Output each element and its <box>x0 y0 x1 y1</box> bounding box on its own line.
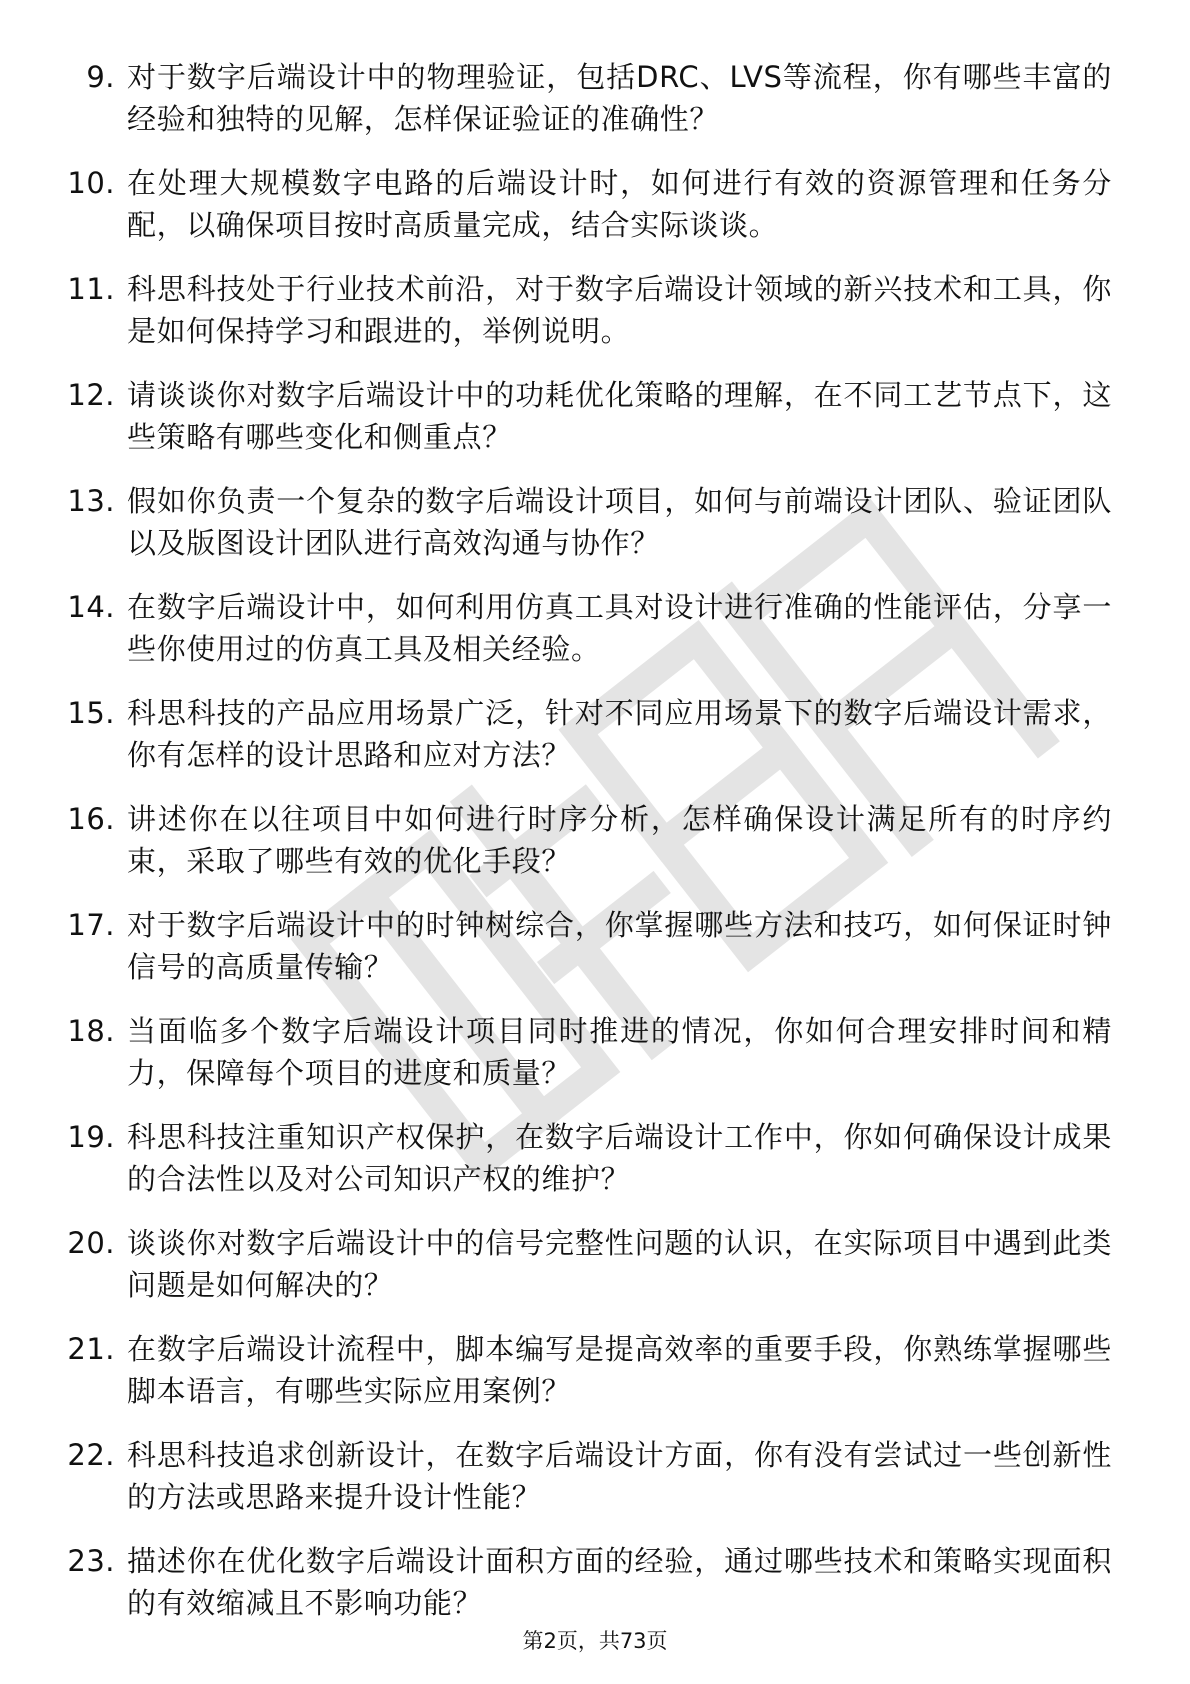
list-item <box>55 162 1115 268</box>
list-item <box>55 1116 1115 1222</box>
question-text: 科思科技追求创新设计，在数字后端设计方面，你有没有尝试过一些创新性的方法或思路来提升设计性能？ <box>127 1438 1112 1514</box>
question-text: 描述你在优化数字后端设计面积方面的经验，通过哪些技术和策略实现面积的有效缩减且不影响功能？ <box>127 1544 1112 1620</box>
question-text: 在数字后端设计中，如何利用仿真工具对设计进行准确的性能评估，分享一些你使用过的仿真工具及相关经验。 <box>127 590 1112 666</box>
list-item <box>55 904 1115 1010</box>
question-text: 对于数字后端设计中的物理验证，包括DRC、LVS等流程，你有哪些丰富的经验和独特的见解，怎样保证验证的准确性？ <box>127 60 1112 136</box>
question-text: 科思科技注重知识产权保护，在数字后端设计工作中，你如何确保设计成果的合法性以及对公司知识产权的维护？ <box>127 1120 1112 1196</box>
question-text: 在数字后端设计流程中，脚本编写是提高效率的重要手段，你熟练掌握哪些脚本语言，有哪些实际应用案例？ <box>127 1332 1112 1408</box>
question-number: 14. <box>67 590 115 624</box>
list-item <box>55 480 1115 586</box>
question-number: 15. <box>67 696 115 730</box>
page-number-label: 第2页，共73页 <box>522 1629 668 1653</box>
question-number: 16. <box>67 802 115 836</box>
question-number: 9. <box>86 60 115 94</box>
question-text: 对于数字后端设计中的时钟树综合，你掌握哪些方法和技巧，如何保证时钟信号的高质量传输？ <box>127 908 1112 984</box>
question-number: 21. <box>67 1332 115 1366</box>
question-text: 科思科技的产品应用场景广泛，针对不同应用场景下的数字后端设计需求，你有怎样的设计思路和应对方法？ <box>127 696 1112 772</box>
question-text: 假如你负责一个复杂的数字后端设计项目，如何与前端设计团队、验证团队以及版图设计团队进行高效沟通与协作？ <box>127 484 1112 560</box>
list-item <box>55 586 1115 692</box>
question-text: 谈谈你对数字后端设计中的信号完整性问题的认识，在实际项目中遇到此类问题是如何解决的？ <box>127 1226 1112 1302</box>
list-item <box>55 798 1115 904</box>
question-number: 20. <box>67 1226 115 1260</box>
list-item <box>55 56 1115 162</box>
question-text: 讲述你在以往项目中如何进行时序分析，怎样确保设计满足所有的时序约束，采取了哪些有效的优化手段？ <box>127 802 1112 878</box>
question-list <box>55 56 1115 1646</box>
page-footer <box>0 1626 1190 1656</box>
question-number: 23. <box>67 1544 115 1578</box>
question-number: 17. <box>67 908 115 942</box>
question-text: 请谈谈你对数字后端设计中的功耗优化策略的理解，在不同工艺节点下，这些策略有哪些变化和侧重点？ <box>127 378 1112 454</box>
question-text: 当面临多个数字后端设计项目同时推进的情况，你如何合理安排时间和精力，保障每个项目的进度和质量？ <box>127 1014 1112 1090</box>
question-number: 12. <box>67 378 115 412</box>
list-item <box>55 1222 1115 1328</box>
list-item <box>55 1010 1115 1116</box>
list-item <box>55 268 1115 374</box>
list-item <box>55 692 1115 798</box>
list-item <box>55 374 1115 480</box>
question-number: 13. <box>67 484 115 518</box>
question-number: 19. <box>67 1120 115 1154</box>
question-text: 科思科技处于行业技术前沿，对于数字后端设计领域的新兴技术和工具，你是如何保持学习和跟进的，举例说明。 <box>127 272 1112 348</box>
question-number: 10. <box>67 166 115 200</box>
list-item <box>55 1434 1115 1540</box>
question-number: 11. <box>67 272 115 306</box>
question-number: 22. <box>67 1438 115 1472</box>
question-number: 18. <box>67 1014 115 1048</box>
list-item <box>55 1328 1115 1434</box>
question-text: 在处理大规模数字电路的后端设计时，如何进行有效的资源管理和任务分配，以确保项目按时高质量完成，结合实际谈谈。 <box>127 166 1112 242</box>
